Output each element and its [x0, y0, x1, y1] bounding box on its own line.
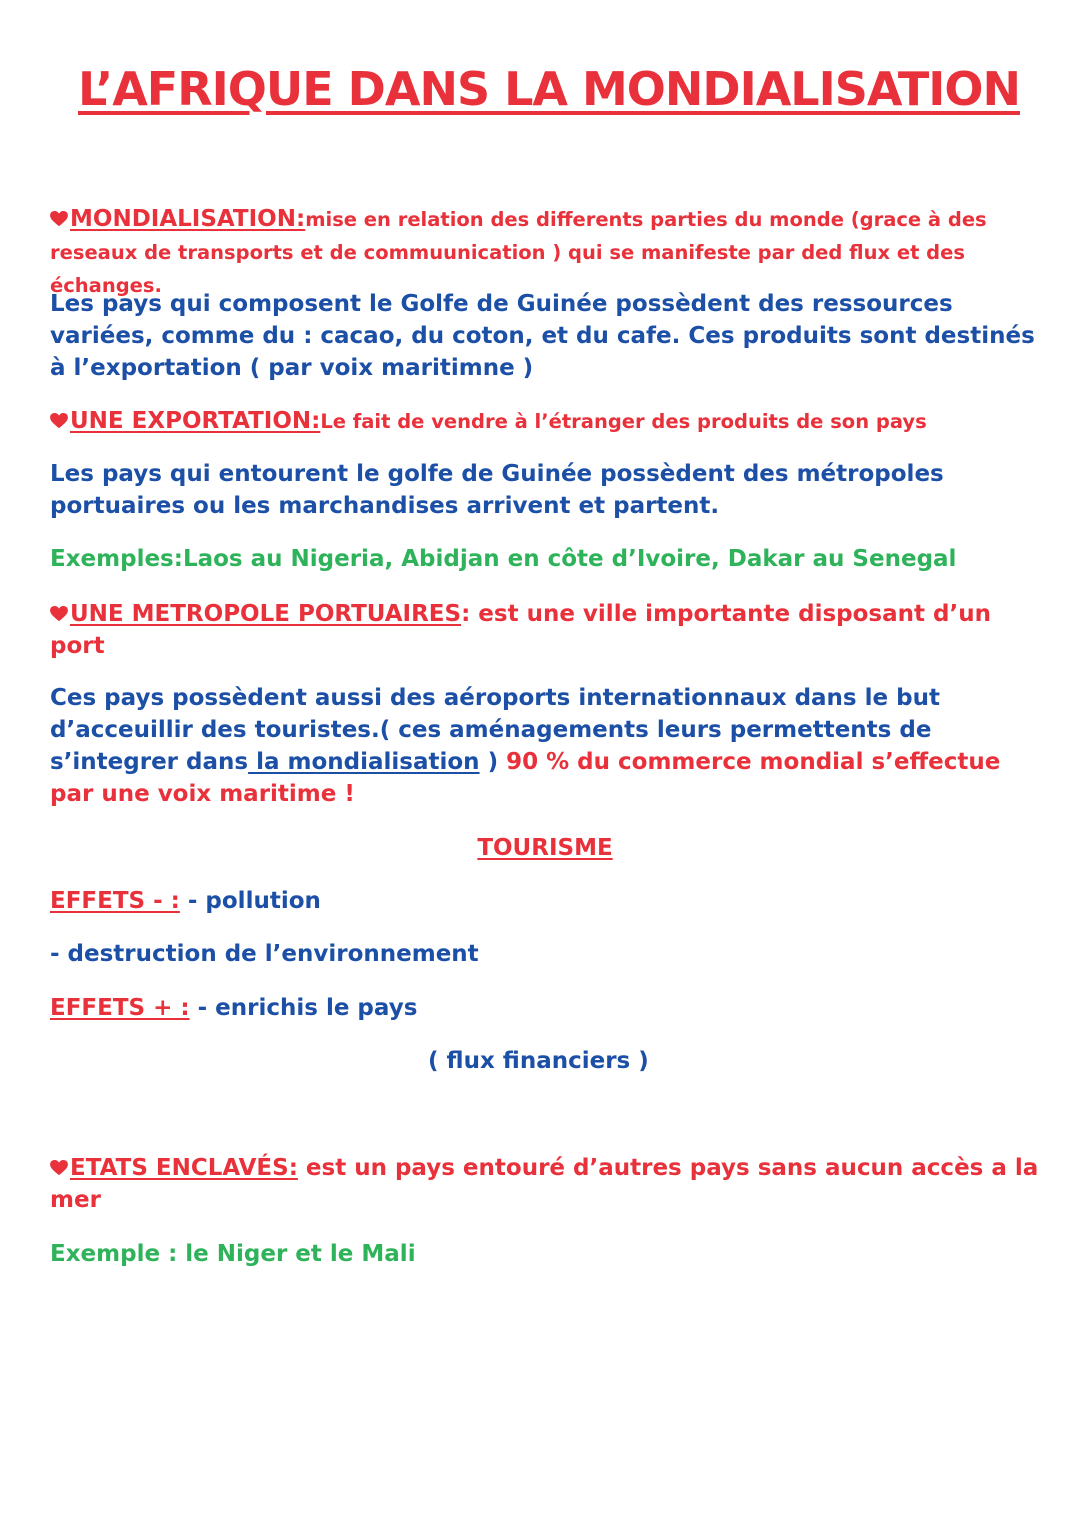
heart-icon: [50, 211, 68, 227]
effets-negatifs: [50, 885, 1040, 917]
paragraph-metropoles: Les pays qui entourent le golfe de Guinée possèdent des métropoles portuaires ou les marchandises arrivent et partent.: [50, 461, 944, 519]
paragraph-aeroports: [50, 682, 1040, 810]
underlined-mondialisation: la mondialisation: [248, 749, 480, 775]
definition-text: est un pays entouré d’autres pays sans aucun accès a la mer: [50, 1155, 1039, 1213]
heart-icon: [50, 1160, 68, 1176]
heart-icon: [50, 413, 68, 429]
effets-positifs-label: EFFETS + :: [50, 995, 190, 1021]
effet-item: - destruction de l’environnement: [50, 941, 479, 967]
effet-item: - enrichis le pays: [189, 995, 418, 1021]
definition-metropole: [50, 598, 1040, 662]
definition-text: Le fait de vendre à l’étranger des produits de son pays: [320, 410, 927, 433]
term-mondialisation: MONDIALISATION:: [70, 206, 306, 232]
example-enclaves: Exemple : le Niger et le Mali: [50, 1241, 416, 1267]
definition-exportation: [50, 405, 1040, 438]
term-exportation: UNE EXPORTATION:: [70, 408, 321, 434]
paragraph-text-close: ): [479, 749, 499, 775]
section-heading-tourisme: [50, 832, 1040, 864]
effets-positifs: [50, 992, 1040, 1024]
tourisme-heading: TOURISME: [477, 835, 613, 861]
examples-ports: Exemples:Laos au Nigeria, Abidjan en côte d’Ivoire, Dakar au Senegal: [50, 546, 957, 572]
effet-item: ( flux financiers ): [428, 1048, 649, 1074]
paragraph-text: Ces pays possèdent aussi des aéroports internationnaux dans le but d’acceuillir des touristes.( ces aménagements leurs permettents de s’integrer dans: [50, 685, 940, 775]
page-title: L’AFRIQUE DANS LA MONDIALISATION: [78, 62, 1020, 116]
term-metropole: UNE METROPOLE PORTUAIRES: [70, 601, 462, 627]
paragraph-golfe: Les pays qui composent le Golfe de Guinée possèdent des ressources variées, comme du : cacao, du coton, et du cafe. Ces produits sont destinés à l’exportation ( par voix maritimne ): [50, 291, 1035, 381]
term-enclaves: ETATS ENCLAVÉS:: [70, 1155, 298, 1181]
effet-item: - pollution: [179, 888, 321, 914]
effets-negatifs-label: EFFETS - :: [50, 888, 180, 914]
highlight-commerce: 90 % du commerce mondial s’effectue par une voix maritime !: [50, 749, 1001, 807]
definition-text: : est une ville importante disposant d’un port: [50, 601, 991, 659]
heart-icon: [50, 606, 68, 622]
definition-enclaves: [50, 1152, 1040, 1216]
definition-text: mise en relation des differents parties du monde (grace à des reseaux de transports et de commuunication ) qui se manifeste par ded flux et des échanges.: [50, 208, 987, 297]
